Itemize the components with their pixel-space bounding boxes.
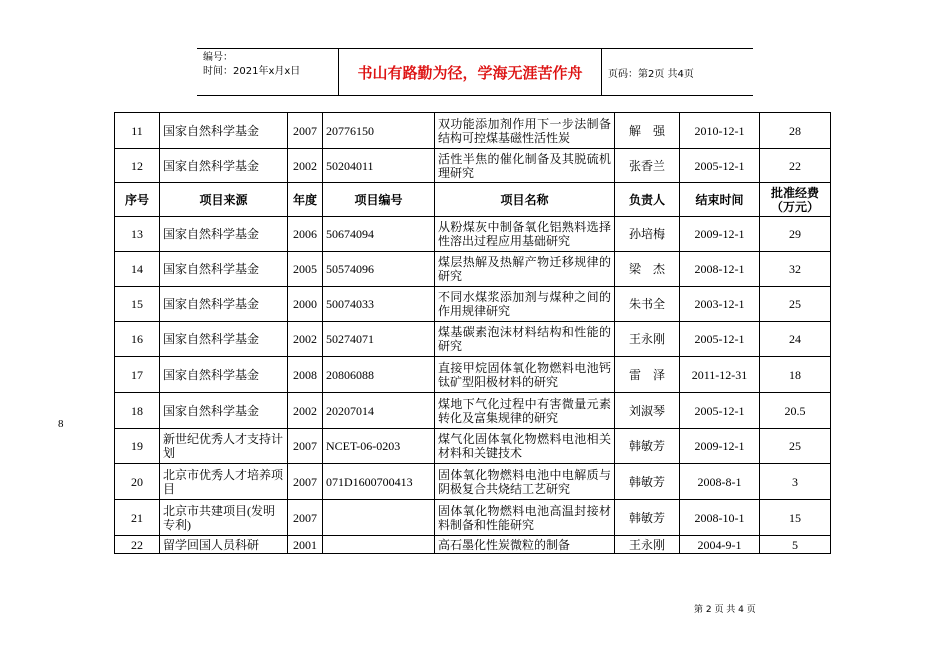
cell-fund: 29 (760, 217, 831, 252)
cell-year: 2007 (288, 113, 323, 149)
cell-year: 2008 (288, 357, 323, 393)
cell-source: 国家自然科学基金 (160, 113, 288, 149)
cell-leader: 张香兰 (615, 149, 680, 183)
cell-leader: 解 强 (615, 113, 680, 149)
cell-no: 17 (115, 357, 160, 393)
cell-code (323, 536, 435, 554)
cell-end: 2008-12-1 (680, 252, 760, 287)
cell-end: 2005-12-1 (680, 149, 760, 183)
cell-no: 22 (115, 536, 160, 554)
page-header (197, 48, 753, 96)
cell-source: 北京市优秀人才培养项目 (160, 464, 288, 500)
cell-name: 高石墨化性炭微粒的制备 (435, 536, 615, 554)
cell-name: 煤地下气化过程中有害微量元素转化及富集规律的研究 (435, 393, 615, 429)
table-row (115, 113, 831, 149)
cell-year: 2000 (288, 287, 323, 322)
col-no: 序号 (115, 183, 160, 217)
cell-no: 19 (115, 429, 160, 464)
cell-year: 2007 (288, 500, 323, 536)
cell-no: 21 (115, 500, 160, 536)
cell-end: 2004-9-1 (680, 536, 760, 554)
table-row (115, 393, 831, 429)
cell-source: 国家自然科学基金 (160, 322, 288, 357)
cell-no: 12 (115, 149, 160, 183)
cell-fund: 15 (760, 500, 831, 536)
header-row (115, 183, 831, 217)
table-header (115, 183, 831, 217)
table-row (115, 287, 831, 322)
col-source: 项目来源 (160, 183, 288, 217)
cell-leader: 梁 杰 (615, 252, 680, 287)
cell-year: 2001 (288, 536, 323, 554)
table-row (115, 357, 831, 393)
pre-header-rows (115, 113, 831, 183)
table-row (115, 252, 831, 287)
cell-code: 50274071 (323, 322, 435, 357)
cell-year: 2005 (288, 252, 323, 287)
cell-no: 15 (115, 287, 160, 322)
cell-leader: 韩敏芳 (615, 429, 680, 464)
cell-no: 18 (115, 393, 160, 429)
cell-end: 2008-10-1 (680, 500, 760, 536)
cell-fund: 25 (760, 429, 831, 464)
cell-name: 煤层热解及热解产物迁移规律的研究 (435, 252, 615, 287)
cell-year: 2002 (288, 322, 323, 357)
cell-leader: 韩敏芳 (615, 464, 680, 500)
col-year: 年度 (288, 183, 323, 217)
cell-code: 20776150 (323, 113, 435, 149)
cell-source: 国家自然科学基金 (160, 357, 288, 393)
col-leader: 负责人 (615, 183, 680, 217)
cell-no: 14 (115, 252, 160, 287)
header-motto: 书山有路勤为径，学海无涯苦作舟 (338, 49, 602, 95)
cell-year: 2006 (288, 217, 323, 252)
cell-no: 20 (115, 464, 160, 500)
cell-source: 留学回国人员科研 (160, 536, 288, 554)
col-end: 结束时间 (680, 183, 760, 217)
header-page: 页码：第2页 共4页 (608, 68, 694, 80)
cell-code: NCET-06-0203 (323, 429, 435, 464)
cell-no: 16 (115, 322, 160, 357)
cell-leader: 雷 泽 (615, 357, 680, 393)
cell-code: 071D1600700413 (323, 464, 435, 500)
side-page-number: 8 (58, 418, 64, 430)
table-row (115, 149, 831, 183)
cell-end: 2011-12-31 (680, 357, 760, 393)
header-time: 时间：2021年x月x日 (203, 66, 301, 77)
table-row (115, 464, 831, 500)
cell-end: 2003-12-1 (680, 287, 760, 322)
cell-source: 国家自然科学基金 (160, 252, 288, 287)
cell-code: 20207014 (323, 393, 435, 429)
table-row (115, 429, 831, 464)
cell-code: 50204011 (323, 149, 435, 183)
cell-source: 国家自然科学基金 (160, 393, 288, 429)
cell-code: 50674094 (323, 217, 435, 252)
cell-fund: 25 (760, 287, 831, 322)
cell-fund: 28 (760, 113, 831, 149)
cell-end: 2009-12-1 (680, 429, 760, 464)
cell-fund: 5 (760, 536, 831, 554)
cell-source: 北京市共建项目(发明专利) (160, 500, 288, 536)
col-code: 项目编号 (323, 183, 435, 217)
cell-fund: 18 (760, 357, 831, 393)
cell-end: 2008-8-1 (680, 464, 760, 500)
cell-no: 11 (115, 113, 160, 149)
page-footer: 第 2 页 共 4 页 (694, 605, 756, 615)
cell-name: 双功能添加剂作用下一步法制备结构可控煤基磁性活性炭 (435, 113, 615, 149)
project-table (114, 112, 831, 554)
cell-name: 活性半焦的催化制备及其脱硫机理研究 (435, 149, 615, 183)
table-row (115, 322, 831, 357)
cell-name: 从粉煤灰中制备氧化铝熟料选择性溶出过程应用基础研究 (435, 217, 615, 252)
col-fund: 批准经费（万元） (760, 183, 831, 217)
cell-code: 50074033 (323, 287, 435, 322)
cell-leader: 孙培梅 (615, 217, 680, 252)
cell-code (323, 500, 435, 536)
cell-name: 煤基碳素泡沫材料结构和性能的研究 (435, 322, 615, 357)
cell-end: 2005-12-1 (680, 393, 760, 429)
table-row (115, 217, 831, 252)
cell-fund: 24 (760, 322, 831, 357)
cell-year: 2007 (288, 464, 323, 500)
cell-name: 固体氧化物燃料电池中电解质与阴极复合共烧结工艺研究 (435, 464, 615, 500)
cell-source: 国家自然科学基金 (160, 287, 288, 322)
cell-end: 2005-12-1 (680, 322, 760, 357)
cell-code: 50574096 (323, 252, 435, 287)
cell-name: 煤气化固体氧化物燃料电池相关材料和关键技术 (435, 429, 615, 464)
cell-year: 2007 (288, 429, 323, 464)
body-rows (115, 217, 831, 554)
cell-end: 2010-12-1 (680, 113, 760, 149)
cell-name: 直接甲烷固体氧化物燃料电池钙钛矿型阳极材料的研究 (435, 357, 615, 393)
cell-leader: 韩敏芳 (615, 500, 680, 536)
cell-leader: 王永刚 (615, 536, 680, 554)
header-number: 编号： (203, 52, 233, 63)
cell-leader: 王永刚 (615, 322, 680, 357)
cell-no: 13 (115, 217, 160, 252)
cell-fund: 3 (760, 464, 831, 500)
table-row (115, 536, 831, 554)
cell-code: 20806088 (323, 357, 435, 393)
cell-leader: 刘淑琴 (615, 393, 680, 429)
cell-name: 不同水煤浆添加剂与煤种之间的作用规律研究 (435, 287, 615, 322)
col-name: 项目名称 (435, 183, 615, 217)
cell-fund: 20.5 (760, 393, 831, 429)
cell-end: 2009-12-1 (680, 217, 760, 252)
cell-source: 新世纪优秀人才支持计划 (160, 429, 288, 464)
cell-fund: 32 (760, 252, 831, 287)
cell-leader: 朱书全 (615, 287, 680, 322)
cell-source: 国家自然科学基金 (160, 149, 288, 183)
cell-fund: 22 (760, 149, 831, 183)
table-row (115, 500, 831, 536)
header-meta (197, 49, 338, 95)
cell-name: 固体氧化物燃料电池高温封接材料制备和性能研究 (435, 500, 615, 536)
cell-year: 2002 (288, 393, 323, 429)
cell-year: 2002 (288, 149, 323, 183)
cell-source: 国家自然科学基金 (160, 217, 288, 252)
